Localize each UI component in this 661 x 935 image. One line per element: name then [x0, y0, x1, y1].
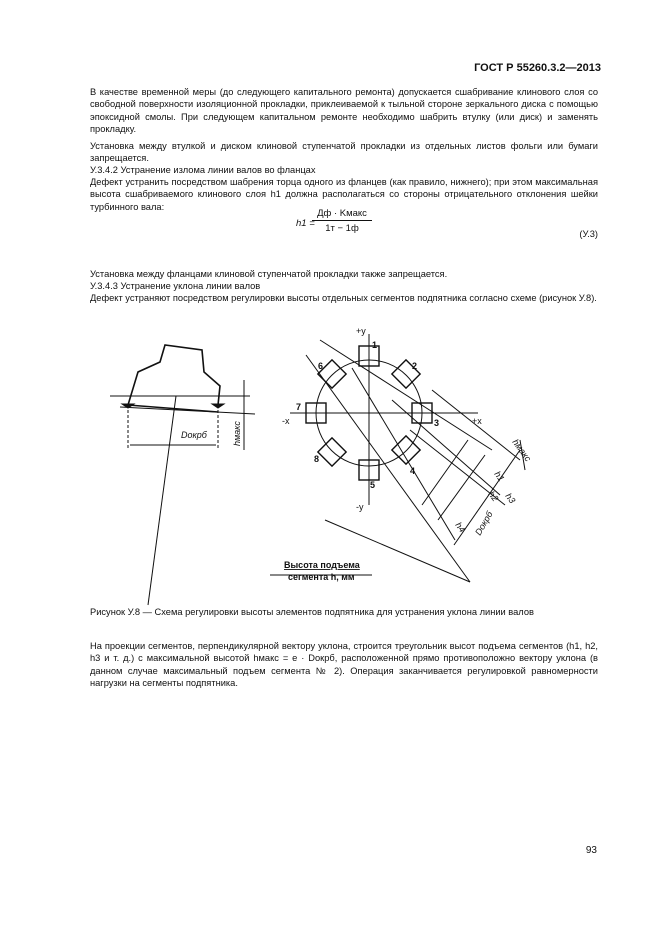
segment-number-3: 3 [434, 418, 440, 428]
axis-minus-y: -y [356, 502, 364, 512]
page-number: 93 [585, 845, 597, 856]
paragraph-triangle-method: На проекции сегментов, перпендикулярной вектору уклона, строится треугольник высот подъема сегментов (h1, h2, h3 и т. д.) с максимальной высотой hмакс = e · Dокрб, расположенной прямо противоположно вектору уклона (в данном случае максимальный подъем сегмента № 2). Операция заканчивается регулировкой равномерности нагрузки на сегменты подпятника. [90, 641, 598, 689]
dim-h1: h1 [492, 469, 507, 484]
segment-number-8: 8 [314, 454, 320, 464]
equation-denominator: 1т − 1ф [325, 223, 359, 234]
figure-caption: Рисунок У.8 — Схема регулировки высоты элементов подпятника для устранения уклона линии валов [90, 607, 534, 617]
paragraph-prohibition-1: Установка между втулкой и диском клиновой ступенчатой прокладки из отдельных листов фольги или бумаги запрещается. [90, 141, 598, 164]
dim-h3: h3 [503, 491, 518, 506]
segment-number-4: 4 [410, 466, 416, 476]
equation-lhs: h1 = [296, 218, 315, 229]
axis-plus-y: +y [356, 326, 366, 336]
left-h-label: hмакс [232, 421, 242, 446]
paragraph-prohibition-2: Установка между фланцами клиновой ступенчатой прокладки также запрещается. [90, 269, 448, 279]
dim-d-okrb: Dокрб [473, 509, 495, 537]
segment-number-6: 6 [318, 361, 324, 371]
left-d-label: Dокрб [181, 430, 207, 440]
segment-number-5: 5 [370, 480, 376, 490]
axis-minus-x: -x [282, 416, 290, 426]
section-heading-flange: У.3.4.2 Устранение излома линии валов во фланцах [90, 165, 316, 175]
standard-code: ГОСТ Р 55260.3.2—2013 [474, 62, 601, 74]
paragraph-defect-flange: Дефект устранить посредством шабрения торца одного из фланцев (как правило, нижнего); при этом максимальная высота сшабриваемого клинового слоя h1 должна располагаться со стороны отрицательного отклонения шейки турбинного вала: [90, 177, 598, 212]
segment-number-2: 2 [412, 361, 418, 371]
dim-h4: h4 [453, 520, 468, 535]
paragraph-defect-slope: Дефект устраняют посредством регулировки высоты отдельных сегментов подпятника согласно схеме (рисунок У.8). [90, 293, 597, 303]
paragraph-temporary-measure: В качестве временной меры (до следующего капитального ремонта) допускается сшабривание клинового слоя со свободной поверхности изоляционной прокладки, приклеиваемой к тыльной стороне зеркального диска с помощью эпоксидной смолы. При следующем капитальном ремонте необходимо шабрить втулку (или диск) и заменять прокладку. [90, 87, 598, 135]
equation-numerator: Дф · Kмакс [312, 208, 372, 221]
lift-label-line1: Высота подъема [284, 560, 360, 570]
dim-h2: h2 [486, 489, 501, 504]
section-heading-slope: У.3.4.3 Устранение уклона линии валов [90, 281, 261, 291]
axis-plus-x: +x [472, 416, 482, 426]
segment-number-1: 1 [372, 340, 378, 350]
equation-number: (У.3) [579, 229, 598, 239]
dim-h-max: hмакс [510, 437, 534, 464]
lift-label-line2: сегмента h, мм [288, 572, 355, 582]
segment-number-7: 7 [296, 402, 302, 412]
